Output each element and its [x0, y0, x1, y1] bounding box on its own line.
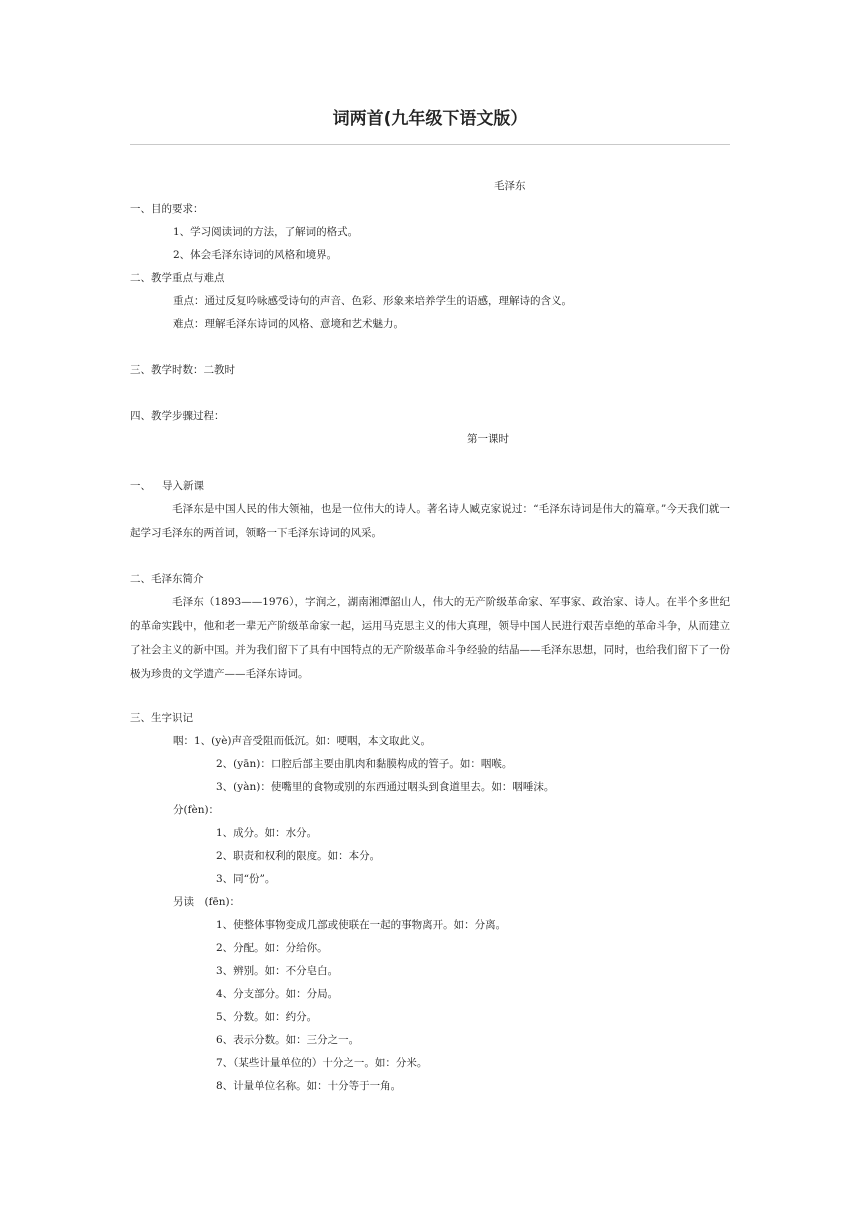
- vocab-fen-item: 2、职责和权利的限度。如：本分。: [216, 850, 381, 862]
- vocab-fen2-label: 另读 (fēn)：: [173, 896, 241, 908]
- vocab-yan-item: 3、(yàn)：使嘴里的食物或别的东西通过咽头到食道里去。如：咽唾沫。: [216, 781, 555, 793]
- lesson-label: 第一课时: [467, 433, 509, 445]
- document-title: 词两首(九年级下语文版）: [332, 109, 528, 129]
- title-divider: [130, 144, 730, 145]
- vocab-fen-item: 3、同“份”。: [216, 873, 276, 885]
- intro-paragraph: 毛泽东是中国人民的伟大领袖，也是一位伟大的诗人。著名诗人臧克家说过：“毛泽东诗词是伟大的篇章。”今天我们就一起学习毛泽东的两首词，领略一下毛泽东诗词的风采。: [130, 503, 730, 539]
- section-1-item: 2、体会毛泽东诗词的风格和境界。: [173, 249, 338, 261]
- intro-heading: 导入新课: [162, 480, 204, 492]
- vocab-fen-item: 1、成分。如：水分。: [216, 827, 318, 839]
- vocab-fen2-item: 4、分支部分。如：分局。: [216, 988, 339, 1000]
- section-1-heading: 一、目的要求：: [130, 203, 204, 215]
- vocab-fen2-item: 2、分配。如：分给你。: [216, 942, 328, 954]
- section-2-item: 重点：通过反复吟咏感受诗句的声音、色彩、形象来培养学生的语感，理解诗的含义。: [173, 295, 572, 307]
- vocab-fen2-item: 1、使整体事物变成几部或使联在一起的事物离开。如：分离。: [216, 919, 507, 931]
- vocab-fen2-item: 3、辨别。如：不分皂白。: [216, 965, 339, 977]
- vocab-yan-item: 2、(yān)：口腔后部主要由肌肉和黏膜构成的管子。如：咽喉。: [216, 758, 513, 770]
- vocab-fen2-item: 7、（某些计量单位的）十分之一。如：分米。: [216, 1057, 428, 1069]
- section-3-heading: 三、教学时数：二教时: [130, 364, 235, 376]
- section-4-heading: 四、教学步骤过程：: [130, 410, 225, 422]
- vocab-fen-label: 分(fèn)：: [173, 804, 220, 816]
- vocab-fen2-item: 8、计量单位名称。如：十分等于一角。: [216, 1080, 402, 1092]
- bio-paragraph: 毛泽东（1893——1976），字润之，湖南湘潭韶山人，伟大的无产阶级革命家、军事家、政治家、诗人。在半个多世纪的革命实践中，他和老一辈无产阶级革命家一起，运用马克思主义的伟大真理，领导中国人民进行艰苦卓绝的革命斗争，从而建立了社会主义的新中国。并为我们留下了具有中国特点的无产阶级革命斗争经验的结晶——毛泽东思想，同时，也给我们留下了一份极为珍贵的文学遗产——毛泽东诗词。: [130, 596, 730, 680]
- vocab-heading: 三、生字识记: [130, 712, 193, 724]
- intro-number: 一、: [130, 480, 151, 492]
- vocab-fen2-item: 5、分数。如：约分。: [216, 1011, 318, 1023]
- bio-heading: 二、毛泽东简介: [130, 573, 204, 585]
- vocab-fen2-item: 6、表示分数。如：三分之一。: [216, 1034, 360, 1046]
- section-2-heading: 二、教学重点与难点: [130, 272, 225, 284]
- author-line: 毛泽东: [494, 180, 526, 192]
- section-1-item: 1、学习阅读词的方法，了解词的格式。: [173, 226, 359, 238]
- vocab-yan-first: 咽：1、(yè)声音受阻而低沉。如：哽咽，本文取此义。: [173, 735, 432, 747]
- section-2-item: 难点：理解毛泽东诗词的风格、意境和艺术魅力。: [173, 318, 404, 330]
